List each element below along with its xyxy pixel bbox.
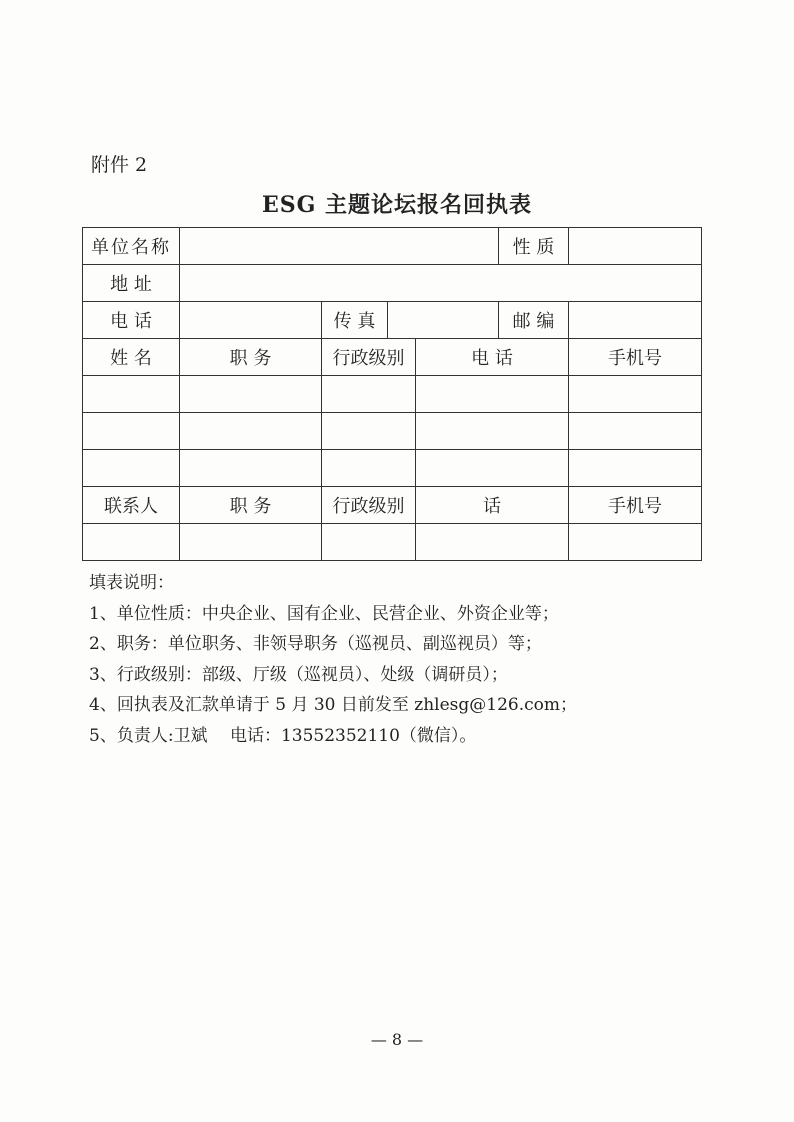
filling-instructions bbox=[89, 568, 577, 751]
attendee-phone-cell[interactable] bbox=[416, 450, 569, 487]
postcode-field[interactable] bbox=[569, 302, 702, 339]
attendee-row bbox=[83, 450, 702, 487]
attendee-position-cell[interactable] bbox=[180, 413, 322, 450]
unit-name-label: 单位名称 bbox=[83, 228, 180, 265]
fax-field[interactable] bbox=[388, 302, 499, 339]
instructions-heading: 填表说明： bbox=[89, 573, 174, 593]
contact-row bbox=[83, 524, 702, 561]
address-label: 地 址 bbox=[83, 265, 180, 302]
page-title: ESG 主题论坛报名回执表 bbox=[261, 192, 533, 218]
attendee-phone-cell[interactable] bbox=[416, 413, 569, 450]
contact-mobile-cell[interactable] bbox=[569, 524, 702, 561]
instruction-item: 1、单位性质：中央企业、国有企业、民营企业、外资企业等； bbox=[89, 603, 559, 624]
registration-form-table bbox=[82, 227, 702, 561]
attendee-phone-cell[interactable] bbox=[416, 376, 569, 413]
attendee-level-cell[interactable] bbox=[322, 376, 416, 413]
attendee-header-row bbox=[83, 339, 702, 376]
instruction-item: 3、行政级别：部级、厅级（巡视员）、处级（调研员）； bbox=[89, 664, 508, 685]
contact-name-cell[interactable] bbox=[83, 524, 180, 561]
address-field[interactable] bbox=[180, 265, 702, 302]
nature-field[interactable] bbox=[569, 228, 702, 265]
address-row bbox=[83, 265, 702, 302]
postcode-label: 邮 编 bbox=[499, 302, 569, 339]
header-position: 职 务 bbox=[180, 339, 322, 376]
header-name: 姓 名 bbox=[83, 339, 180, 376]
unit-row bbox=[83, 228, 702, 265]
attendee-mobile-cell[interactable] bbox=[569, 413, 702, 450]
contact-info-row bbox=[83, 302, 702, 339]
contact-position-label: 职 务 bbox=[180, 487, 322, 524]
attendee-mobile-cell[interactable] bbox=[569, 450, 702, 487]
phone-label: 电 话 bbox=[83, 302, 180, 339]
attendee-position-cell[interactable] bbox=[180, 450, 322, 487]
attendee-name-cell[interactable] bbox=[83, 450, 180, 487]
page-number: — 8 — bbox=[370, 1030, 424, 1049]
contact-admin-level-label: 行政级别 bbox=[322, 487, 416, 524]
contact-level-cell[interactable] bbox=[322, 524, 416, 561]
contact-position-cell[interactable] bbox=[180, 524, 322, 561]
attendee-level-cell[interactable] bbox=[322, 450, 416, 487]
attendee-row bbox=[83, 376, 702, 413]
header-admin-level: 行政级别 bbox=[322, 339, 416, 376]
header-phone: 电 话 bbox=[416, 339, 569, 376]
instruction-item: 5、负责人:卫斌 电话：13552352110（微信）。 bbox=[89, 725, 477, 746]
attendee-level-cell[interactable] bbox=[322, 413, 416, 450]
header-mobile: 手机号 bbox=[569, 339, 702, 376]
fax-label: 传 真 bbox=[322, 302, 388, 339]
contact-phone-cell[interactable] bbox=[416, 524, 569, 561]
attendee-row bbox=[83, 413, 702, 450]
contact-header-row bbox=[83, 487, 702, 524]
instruction-item: 2、职务：单位职务、非领导职务（巡视员、副巡视员）等； bbox=[89, 634, 542, 654]
nature-label: 性 质 bbox=[499, 228, 569, 265]
attendee-mobile-cell[interactable] bbox=[569, 376, 702, 413]
contact-person-label: 联系人 bbox=[83, 487, 180, 524]
phone-field[interactable] bbox=[180, 302, 322, 339]
attendee-name-cell[interactable] bbox=[83, 413, 180, 450]
contact-mobile-label: 手机号 bbox=[569, 487, 702, 524]
unit-name-field[interactable] bbox=[180, 228, 499, 265]
attendee-position-cell[interactable] bbox=[180, 376, 322, 413]
instruction-item: 4、回执表及汇款单请于 5 月 30 日前发至 zhlesg@126.com； bbox=[89, 695, 578, 715]
attachment-label: 附件 2 bbox=[91, 154, 148, 176]
contact-phone-label: 话 bbox=[416, 487, 569, 524]
attendee-name-cell[interactable] bbox=[83, 376, 180, 413]
